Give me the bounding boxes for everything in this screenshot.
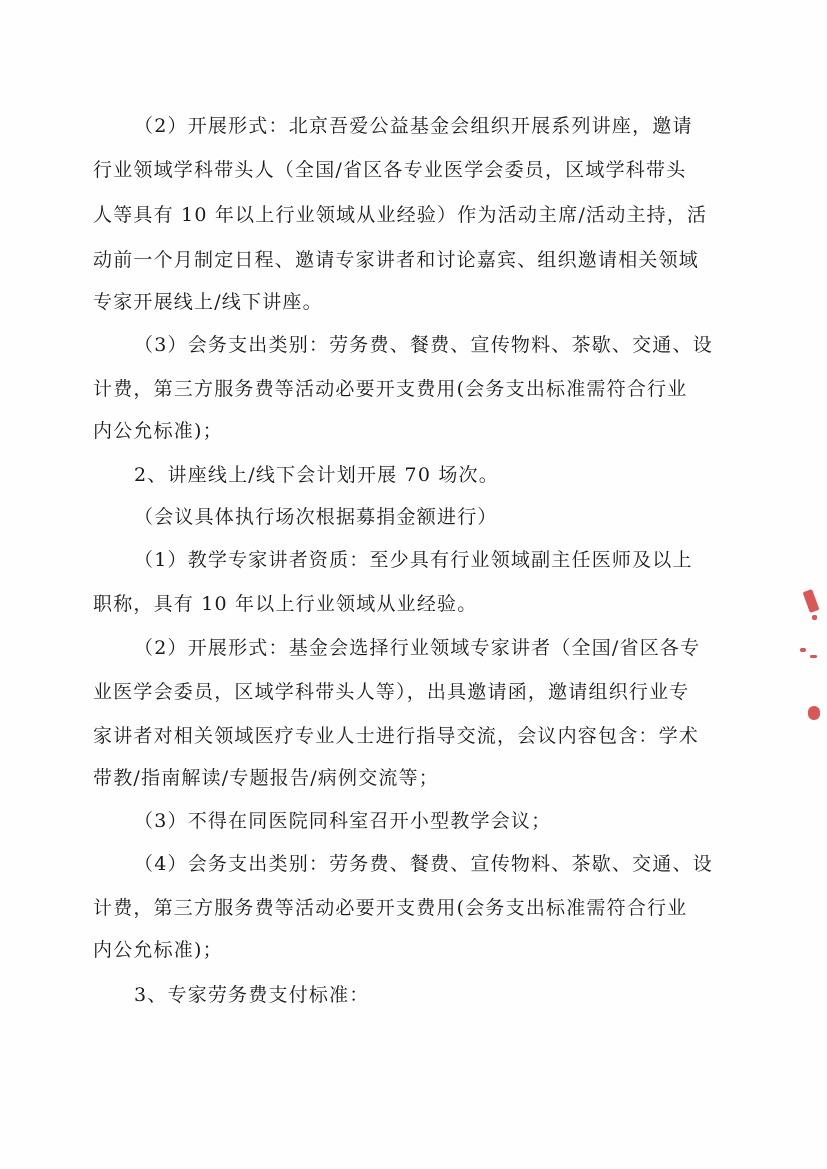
seal-fragment [810, 655, 817, 658]
text-line: 内公允标准)； [93, 939, 223, 961]
text-line: 专家开展线上/线下讲座。 [93, 291, 323, 313]
text-line: 内公允标准)； [93, 420, 223, 442]
seal-fragment [800, 648, 806, 652]
text-line: 家讲者对相关领域医疗专业人士进行指导交流，会议内容包含：学术 [93, 725, 700, 747]
text-line: （3）会务支出类别：劳务费、餐费、宣传物料、茶歇、交通、设 [134, 334, 713, 356]
text-line: 带教/指南解读/专题报告/病例交流等； [93, 767, 440, 789]
text-line: （会议具体执行场次根据募捐金额进行） [134, 506, 498, 528]
text-line: 人等具有 10 年以上行业领域从业经验）作为活动主席/活动主持，活 [93, 204, 708, 226]
text-line: （4）会务支出类别：劳务费、餐费、宣传物料、茶歇、交通、设 [134, 853, 713, 875]
text-line: （2）开展形式：基金会选择行业领域专家讲者（全国/省区各专 [134, 637, 701, 659]
text-line: 行业领域学科带头人（全国/省区各专业医学会委员，区域学科带头 [93, 159, 687, 181]
text-line: 3、专家劳务费支付标准： [134, 984, 370, 1006]
text-line: 业医学会委员，区域学科带头人等），出具邀请函，邀请组织行业专 [93, 681, 690, 703]
text-line: 计费，第三方服务费等活动必要开支费用(会务支出标准需符合行业 [93, 378, 688, 400]
text-line: （1）教学专家讲者资质：至少具有行业领域副主任医师及以上 [134, 549, 693, 571]
text-line: 2、讲座线上/线下会计划开展 70 场次。 [134, 464, 499, 486]
seal-fragment [812, 615, 817, 620]
text-line: 职称，具有 10 年以上行业领域从业经验。 [93, 593, 478, 615]
seal-fragment [803, 589, 820, 613]
text-line: 动前一个月制定日程、邀请专家讲者和讨论嘉宾、组织邀请相关领域 [93, 249, 700, 271]
text-line: （3）不得在同医院同科室召开小型教学会议； [134, 810, 552, 832]
text-line: （2）开展形式：北京吾爱公益基金会组织开展系列讲座，邀请 [134, 115, 693, 137]
seal-fragment [808, 706, 820, 720]
text-line: 计费，第三方服务费等活动必要开支费用(会务支出标准需符合行业 [93, 897, 688, 919]
